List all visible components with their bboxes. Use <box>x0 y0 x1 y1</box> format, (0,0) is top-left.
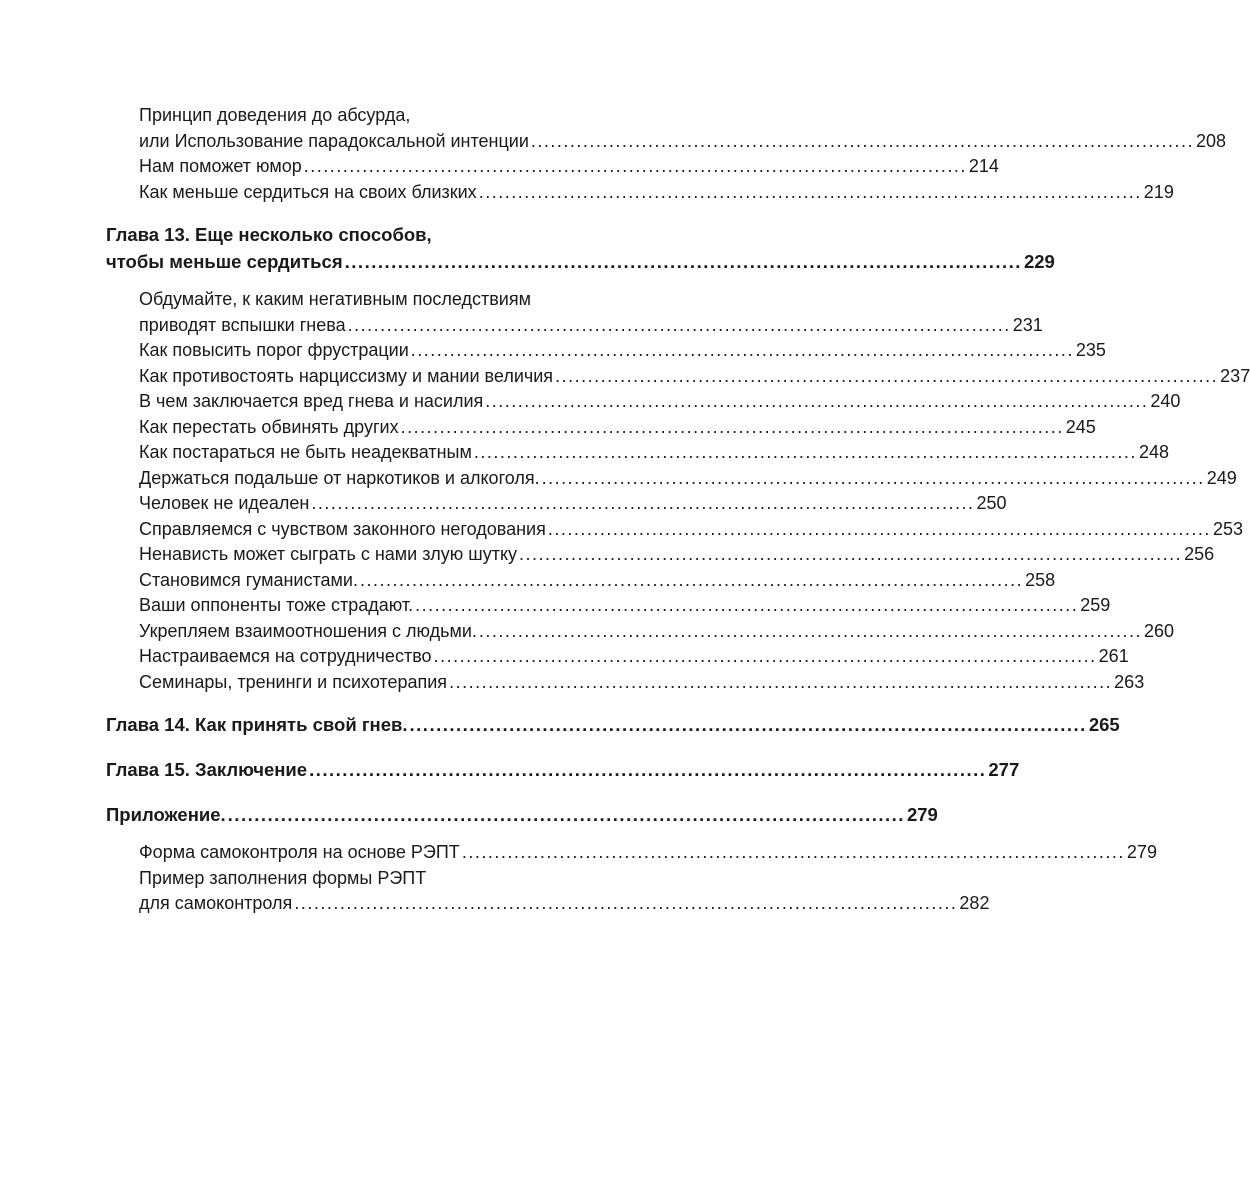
dot-leader: ...................................................................................................... <box>344 251 1022 272</box>
toc-section-entry[interactable] <box>106 180 1174 206</box>
dot-leader: ...................................................................................................... <box>530 130 1195 151</box>
entry-title-line: Глава 13. Еще несколько способов, <box>106 224 432 245</box>
toc-section-entry[interactable] <box>106 364 1250 390</box>
entry-title-line: Держаться подальше от наркотиков и алкоголя. <box>139 467 540 488</box>
entry-leader-row <box>139 338 1106 364</box>
toc-section-entry[interactable] <box>106 619 1175 645</box>
toc-section-entry[interactable] <box>106 491 1007 517</box>
entry-title-line: Справляемся с чувством законного негодования <box>139 518 546 539</box>
page-number: 258 <box>1025 569 1056 590</box>
dot-leader: ...................................................................................................... <box>303 156 967 176</box>
entry-title-line: Настраиваемся на сотрудничество <box>139 646 432 666</box>
page-number: 250 <box>976 493 1007 513</box>
page-number: 259 <box>1080 595 1111 615</box>
entry-title-line: Семинары, тренинги и психотерапия <box>139 671 448 692</box>
toc-section-entry[interactable] <box>106 415 1096 441</box>
entry-title-line: для самоконтроля <box>139 893 293 913</box>
toc-section-entry[interactable] <box>106 440 1169 466</box>
entry-leader-row <box>106 801 938 828</box>
toc-chapter-entry[interactable] <box>106 221 1055 275</box>
toc-section-entry[interactable] <box>106 866 990 917</box>
entry-spacer <box>106 695 656 711</box>
entry-title-line: Как постараться не быть неадекватным <box>139 442 472 462</box>
dot-leader: ...................................................................................................... <box>410 340 1074 360</box>
entry-leader-row <box>139 593 1111 619</box>
entry-title-line: Человек не идеален <box>139 493 310 513</box>
entry-title-line: Нам поможет юмор <box>139 156 302 176</box>
dot-leader: ...................................................................................................... <box>461 842 1125 862</box>
entry-title-line: чтобы меньше сердиться <box>106 251 343 272</box>
page-number: 263 <box>1114 671 1145 692</box>
entry-leader-row <box>139 619 1175 645</box>
page-number: 282 <box>959 893 990 913</box>
table-of-contents <box>106 103 1250 917</box>
entry-title-line: Как противостоять нарциссизму и мании величия <box>139 365 554 386</box>
entry-leader-row <box>139 154 999 180</box>
entry-leader-row <box>106 248 1055 275</box>
entry-title-line: Становимся гуманистами. <box>139 569 358 590</box>
dot-leader: ...................................................................................................... <box>227 804 905 825</box>
dot-leader: ...................................................................................................... <box>555 365 1219 386</box>
entry-spacer <box>106 205 656 221</box>
entry-leader-row <box>139 517 1243 543</box>
toc-chapter-entry[interactable] <box>106 801 938 828</box>
toc-section-entry[interactable] <box>106 287 1043 338</box>
entry-leader-row <box>139 491 1007 517</box>
toc-section-entry[interactable] <box>106 568 1056 594</box>
dot-leader: ...................................................................................................... <box>449 671 1113 692</box>
page-number: 256 <box>1184 544 1215 564</box>
entry-leader-row <box>139 364 1250 390</box>
entry-title-line: Форма самоконтроля на основе РЭПТ <box>139 842 460 862</box>
page-number: 261 <box>1098 646 1129 666</box>
entry-leader-row <box>106 711 1120 738</box>
entry-leader-row <box>139 644 1129 670</box>
entry-spacer <box>106 828 656 840</box>
entry-leader-row <box>139 389 1181 415</box>
entry-title-line: Как меньше сердиться на своих близких <box>139 181 477 202</box>
entry-leader-row <box>139 440 1169 466</box>
dot-leader: ...................................................................................................... <box>409 714 1087 735</box>
page-number: 265 <box>1088 714 1120 735</box>
entry-leader-row <box>139 415 1096 441</box>
page-number: 279 <box>906 804 938 825</box>
entry-title-line: В чем заключается вред гнева и насилия <box>139 391 484 411</box>
entry-title-line: Приложение. <box>106 804 226 825</box>
entry-leader-row <box>139 542 1215 568</box>
page-number: 235 <box>1075 340 1106 360</box>
entry-spacer <box>106 275 656 287</box>
page-number: 249 <box>1206 467 1237 488</box>
entry-leader-row <box>139 313 1043 339</box>
entry-title-line: Ваши оппоненты тоже страдают. <box>139 595 414 615</box>
dot-leader: ...................................................................................................... <box>294 893 958 913</box>
page-number: 260 <box>1144 620 1175 641</box>
page-number: 279 <box>1126 842 1157 862</box>
entry-title-line: Как перестать обвинять других <box>139 416 399 437</box>
toc-section-entry[interactable] <box>106 644 1129 670</box>
entry-leader-row <box>139 466 1237 492</box>
dot-leader: ...................................................................................................... <box>473 442 1137 462</box>
entry-leader-row <box>139 129 1227 155</box>
toc-section-entry[interactable] <box>106 338 1106 364</box>
dot-leader: ...................................................................................................... <box>547 518 1211 539</box>
page-number: 208 <box>1196 130 1227 151</box>
dot-leader: ...................................................................................................... <box>347 314 1011 335</box>
page-number: 229 <box>1023 251 1055 272</box>
entry-title-line: Принцип доведения до абсурда, <box>139 105 411 125</box>
toc-chapter-entry[interactable] <box>106 711 1120 738</box>
toc-section-entry[interactable] <box>106 466 1237 492</box>
dot-leader: ...................................................................................................... <box>309 759 987 780</box>
toc-section-entry[interactable] <box>106 593 1111 619</box>
entry-leader-row <box>139 670 1145 696</box>
entry-title-line: Ненависть может сыграть с нами злую шутку <box>139 544 518 564</box>
toc-section-entry[interactable] <box>106 517 1243 543</box>
toc-section-entry[interactable] <box>106 542 1215 568</box>
toc-chapter-entry[interactable] <box>106 756 1020 783</box>
dot-leader: ...................................................................................................... <box>415 595 1079 615</box>
entry-title-line: Глава 15. Заключение <box>106 759 308 780</box>
entry-title-line: Как повысить порог фрустрации <box>139 340 409 360</box>
dot-leader: ...................................................................................................... <box>359 569 1024 590</box>
dot-leader: ...................................................................................................... <box>541 467 1205 488</box>
dot-leader: ...................................................................................................... <box>400 416 1064 437</box>
entry-leader-row <box>139 568 1056 594</box>
entry-title-line: или Использование парадоксальной интенции <box>139 130 529 151</box>
entry-title-line: Укрепляем взаимоотношения с людьми. <box>139 620 477 641</box>
page-number: 248 <box>1138 442 1169 462</box>
entry-title-line: Обдумайте, к каким негативным последствиям <box>139 289 531 309</box>
toc-section-entry[interactable] <box>106 840 1157 866</box>
dot-leader: ...................................................................................................... <box>433 646 1097 666</box>
page-number: 219 <box>1143 181 1174 202</box>
dot-leader: ...................................................................................................... <box>519 544 1183 564</box>
page-number: 277 <box>988 759 1020 780</box>
toc-section-entry[interactable] <box>106 103 1227 154</box>
entry-title-line: Глава 14. Как принять свой гнев. <box>106 714 408 735</box>
entry-leader-row <box>139 840 1157 866</box>
dot-leader: ...................................................................................................... <box>485 391 1149 411</box>
dot-leader: ...................................................................................................... <box>311 493 975 513</box>
toc-section-entry[interactable] <box>106 389 1181 415</box>
entry-spacer <box>106 783 656 801</box>
page-number: 214 <box>968 156 999 176</box>
entry-leader-row <box>139 180 1174 206</box>
entry-title-line: приводят вспышки гнева <box>139 314 346 335</box>
page-number: 245 <box>1065 416 1096 437</box>
toc-section-entry[interactable] <box>106 670 1145 696</box>
entry-leader-row <box>106 756 1020 783</box>
page-number: 231 <box>1012 314 1043 335</box>
page-number: 240 <box>1150 391 1181 411</box>
toc-section-entry[interactable] <box>106 154 999 180</box>
entry-spacer <box>106 738 656 756</box>
dot-leader: ...................................................................................................... <box>478 620 1143 641</box>
page-number: 237 <box>1220 365 1250 386</box>
dot-leader: ...................................................................................................... <box>478 181 1142 202</box>
entry-title-line: Пример заполнения формы РЭПТ <box>139 867 427 888</box>
entry-leader-row <box>139 891 990 917</box>
page-number: 253 <box>1212 518 1243 539</box>
